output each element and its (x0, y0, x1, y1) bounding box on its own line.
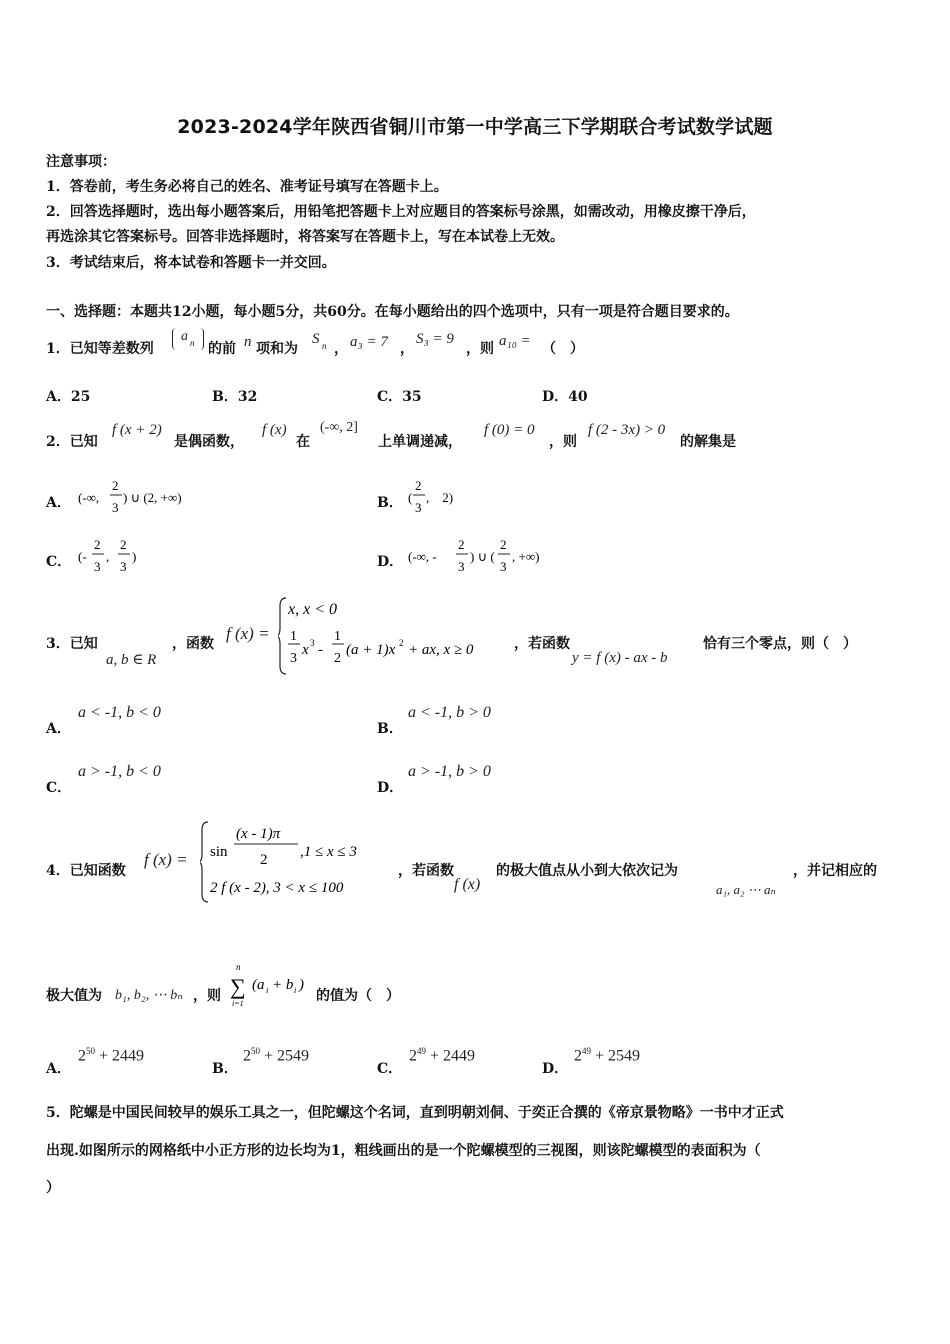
svg-text:1: 1 (290, 629, 297, 644)
q1-text: 项和为 (256, 341, 298, 357)
q1-text: 的前 (208, 341, 236, 357)
q2-text: 2．已知 (46, 434, 98, 450)
option-d-label: D． (542, 1061, 569, 1077)
q4-text: 4．已知函数 (46, 863, 126, 879)
q4-text: ，则 (193, 988, 221, 1004)
option-b-label: B． (212, 1061, 238, 1077)
svg-text:2: 2 (334, 651, 341, 666)
math-fx: f (x) (454, 876, 481, 893)
q2-text: 是偶函数， (174, 434, 244, 450)
option-a-label: A． (46, 721, 71, 737)
option-a-math: a < -1, b < 0 (78, 704, 161, 721)
notice-item: 再选涂其它答案标号。回答非选择题时，将答案写在答题卡上，写在本试卷上无效。 (46, 229, 564, 245)
q2-text: 的解集是 (680, 434, 736, 450)
q4-text: ，并记相应的 (793, 863, 877, 879)
svg-text:): ) (299, 977, 304, 993)
q3-text: 3．已知 (46, 636, 98, 652)
math-fx-eq: f (x) = (144, 850, 188, 869)
math-subscript: n (322, 341, 327, 351)
q3-text: 恰有三个零点，则（ ） (703, 636, 857, 652)
svg-text:3: 3 (458, 559, 465, 574)
q2-text: ，则 (549, 434, 577, 450)
option-c: C．35 (377, 389, 422, 405)
option-d: D．40 (542, 389, 588, 405)
option-a-label: A． (46, 495, 71, 511)
svg-text:i: i (266, 986, 269, 995)
section-header: 一、选择题：本题共12小题，每小题5分，共60分。在每小题给出的四个选项中，只有一项是符合题目要求的。 (46, 304, 739, 320)
math-a3: a₃ = 7 (350, 334, 388, 350)
q1-text: ，则 (466, 341, 494, 357)
option-a-math (78, 478, 208, 522)
svg-text:3: 3 (415, 500, 422, 515)
svg-text:2: 2 (112, 478, 119, 493)
option-a: A．25 (46, 389, 91, 405)
q1-text: 1．已知等差数列 (46, 341, 154, 357)
math-a-sequence: a₁, a₂ ⋯ aₙ (716, 882, 776, 897)
q4-text: 的值为（ ） (316, 988, 400, 1004)
option-a-math: $2^{50} + 2449$ (78, 1046, 145, 1065)
svg-text:2: 2 (500, 537, 507, 552)
svg-text:3: 3 (94, 559, 101, 574)
math-S3: S₃ = 9 (416, 331, 454, 347)
svg-text:(x - 1)π: (x - 1)π (236, 826, 281, 842)
option-b-label: B． (377, 495, 403, 511)
q5-line: 5．陀螺是中国民间较早的娱乐工具之一，但陀螺这个名词，直到明朝刘侗、于奕正合撰的《帝京景物略》一书中才正式 (46, 1105, 784, 1121)
math-S: S (312, 331, 320, 347)
sequence-braces: a n (172, 328, 204, 350)
svg-text:-: - (318, 642, 323, 658)
notice-item: 2．回答选择题时，选出每小题答案后，用铅笔把答题卡上对应题目的答案标号涂黑，如需改动，用橡皮擦干净后， (46, 204, 756, 220)
option-b-math (408, 478, 468, 522)
svg-text:(a + 1)x: (a + 1)x (346, 642, 396, 658)
svg-text:(: ( (408, 490, 413, 505)
option-c-math: $2^{49} + 2449$ (409, 1046, 476, 1065)
option-b-math: $2^{50} + 2549$ (243, 1046, 310, 1065)
svg-text:2: 2 (120, 537, 127, 552)
math-b-sequence: b₁, b₂, ⋯ bₙ (115, 988, 183, 1003)
svg-text:,: , (106, 549, 110, 564)
svg-text:sin: sin (210, 844, 228, 860)
q5-line: 出现.如图所示的网格纸中小正方形的边长均为1，粗线画出的是一个陀螺模型的三视图，则该陀螺模型的表面积为（ (46, 1143, 761, 1159)
svg-text:x: x (302, 642, 309, 658)
svg-text:(a: (a (252, 977, 265, 993)
option-b-formula (408, 478, 468, 518)
q5-line: ） (46, 1180, 60, 1196)
svg-text:) ∪ (: ) ∪ ( (470, 549, 495, 564)
q4-text: 的极大值点从小到大依次记为 (496, 863, 678, 879)
page-title: 2023-2024学年陕西省铜川市第一中学高三下学期联合考试数学试题 (177, 116, 773, 138)
option-a-label: A． (46, 1061, 71, 1077)
option-b-math: a < -1, b > 0 (408, 704, 491, 721)
svg-text:2: 2 (260, 852, 268, 868)
notice-item: 1．答卷前，考生务必将自己的姓名、准考证号填写在答题卡上。 (46, 179, 448, 195)
svg-text:+ b: + b (272, 977, 294, 993)
math-y-eq: y = f (x) - ax - b (572, 650, 668, 666)
q3-text: ，若函数 (514, 636, 570, 652)
option-c-formula (78, 537, 148, 577)
math-f-x: f (x) (262, 422, 287, 438)
q4-text: ，若函数 (398, 863, 454, 879)
q1-comma: ， (334, 341, 348, 357)
math-sum (228, 962, 318, 1016)
math-f-x-plus-2: f (x + 2) (112, 422, 162, 438)
svg-text:3: 3 (120, 559, 127, 574)
answer-paren: （ ） (542, 341, 584, 357)
math-inequality: f (2 - 3x) > 0 (588, 422, 666, 438)
option-d-formula (408, 537, 558, 577)
math-n: n (244, 334, 252, 350)
svg-text:2: 2 (399, 638, 404, 648)
q4-text: 极大值为 (46, 988, 102, 1004)
notice-heading: 注意事项： (46, 154, 116, 170)
option-d-label: D． (377, 780, 404, 796)
math-fx-eq: f (x) = (226, 624, 270, 643)
svg-text:(-: (- (78, 549, 87, 564)
svg-text:): ) (132, 549, 137, 564)
option-a-formula (78, 478, 208, 518)
svg-text:3: 3 (290, 651, 297, 666)
option-c-math (78, 537, 148, 581)
svg-text:,1 ≤ x ≤ 3: ,1 ≤ x ≤ 3 (300, 844, 357, 860)
svg-text:1: 1 (334, 629, 341, 644)
option-c-label: C． (46, 554, 72, 570)
piecewise-4 (200, 820, 390, 908)
svg-text:2: 2 (415, 478, 422, 493)
svg-text:+ ax, x ≥ 0: + ax, x ≥ 0 (408, 642, 474, 658)
piecewise-3 (278, 596, 518, 680)
option-c-math: a > -1, b < 0 (78, 763, 161, 780)
svg-text:i: i (294, 986, 297, 995)
option-c-label: C． (46, 780, 72, 796)
option-d-math: $2^{49} + 2549$ (574, 1046, 641, 1065)
piecewise-4-formula (200, 820, 390, 904)
option-b: B．32 (212, 389, 258, 405)
option-d-label: D． (377, 554, 404, 570)
q3-text: ，函数 (172, 636, 214, 652)
math-ab-in-R: a, b ∈ R (106, 652, 157, 668)
svg-text:n: n (236, 962, 241, 972)
math-f0: f (0) = 0 (484, 422, 535, 438)
svg-text:3: 3 (310, 638, 315, 648)
math-interval: (-∞, 2] (320, 420, 358, 435)
svg-text:) ∪ (2, +∞): ) ∪ (2, +∞) (123, 490, 182, 505)
svg-text:, 2): , 2) (426, 490, 454, 505)
svg-text:2 f (x - 2), 3 < x ≤ 100: 2 f (x - 2), 3 < x ≤ 100 (210, 880, 344, 896)
svg-text:3: 3 (112, 500, 119, 515)
q2-text: 在 (296, 434, 310, 450)
svg-text:∑: ∑ (230, 974, 246, 999)
svg-text:, +∞): , +∞) (512, 549, 540, 564)
q1-comma: ， (400, 341, 414, 357)
math-a10: a₁₀ = (499, 333, 531, 349)
svg-text:2: 2 (458, 537, 465, 552)
piecewise-3-formula (278, 596, 518, 676)
svg-text:i=1: i=1 (232, 999, 244, 1008)
notice-item: 3．考试结束后，将本试卷和答题卡一并交回。 (46, 255, 336, 271)
svg-text:(-∞,: (-∞, (78, 490, 100, 505)
svg-text:3: 3 (500, 559, 507, 574)
option-c-label: C． (377, 1061, 403, 1077)
svg-text:(-∞, -: (-∞, - (408, 549, 437, 564)
option-d-math: a > -1, b > 0 (408, 763, 491, 780)
svg-text:2: 2 (94, 537, 101, 552)
q2-text: 上单调递减， (378, 434, 462, 450)
svg-text:x, x < 0: x, x < 0 (288, 601, 337, 618)
option-d-math (408, 537, 558, 581)
sum-formula (228, 962, 318, 1012)
option-b-label: B． (377, 721, 403, 737)
